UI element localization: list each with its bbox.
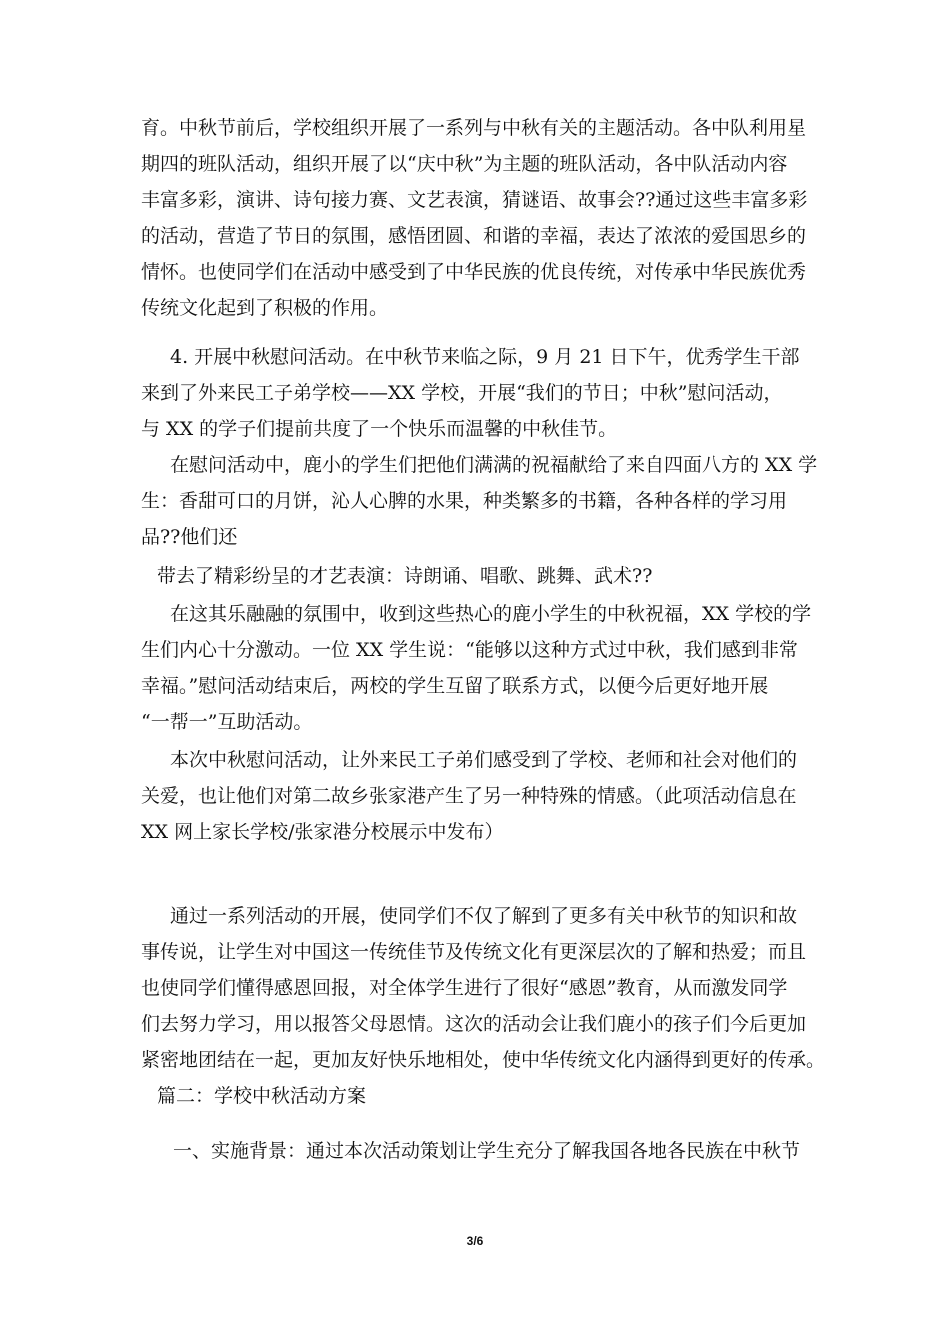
text-line: 们去努力学习，用以报答父母恩情。这次的活动会让我们鹿小的孩子们今后更加 [141, 1013, 807, 1035]
text-line: 本次中秋慰问活动，让外来民工子弟们感受到了学校、老师和社会对他们的 [170, 749, 798, 771]
text-line: 通过一系列活动的开展，使同学们不仅了解到了更多有关中秋节的知识和故 [170, 905, 798, 927]
text-line: 一、实施背景：通过本次活动策划让学生充分了解我国各地各民族在中秋节 [173, 1140, 801, 1162]
text-line: 关爱，也让他们对第二故乡张家港产生了另一种特殊的情感。（此项活动信息在 [141, 785, 797, 807]
text-line: 紧密地团结在一起，更加友好快乐地相处，使中华传统文化内涵得到更好的传承。 [141, 1049, 826, 1071]
text-line: 4. 开展中秋慰问活动。在中秋节来临之际，9 月 21 日下午，优秀学生干部 [170, 346, 800, 368]
text-line: 带去了精彩纷呈的才艺表演：诗朗诵、唱歌、跳舞、武术?? [157, 565, 653, 587]
text-line: 在这其乐融融的氛围中，收到这些热心的鹿小学生的中秋祝福，XX 学校的学 [170, 603, 812, 625]
text-line: 传统文化起到了积极的作用。 [141, 297, 389, 319]
text-line: 与 XX 的学子们提前共度了一个快乐而温馨的中秋佳节。 [141, 418, 618, 440]
text-line: “一帮一”互助活动。 [141, 711, 313, 733]
page-number: 3/6 [466, 1234, 484, 1248]
text-line: 生们内心十分激动。一位 XX 学生说：“能够以这种方式过中秋，我们感到非常 [141, 639, 798, 661]
text-line: XX 网上家长学校/张家港分校展示中发布） [141, 821, 504, 843]
text-line: 育。中秋节前后，学校组织开展了一系列与中秋有关的主题活动。各中队利用星 [141, 117, 807, 139]
text-line: 事传说，让学生对中国这一传统佳节及传统文化有更深层次的了解和热爱；而且 [141, 941, 807, 963]
text-line: 幸福。”慰问活动结束后，两校的学生互留了联系方式，以便今后更好地开展 [141, 675, 769, 697]
text-line: 在慰问活动中，鹿小的学生们把他们满满的祝福献给了来自四面八方的 XX 学 [170, 454, 818, 476]
text-line: 篇二：学校中秋活动方案 [157, 1085, 367, 1107]
text-line: 品??他们还 [141, 526, 238, 548]
text-line: 也使同学们懂得感恩回报，对全体学生进行了很好“感恩”教育，从而激发同学 [141, 977, 788, 999]
text-line: 生：香甜可口的月饼，沁人心脾的水果，种类繁多的书籍，各种各样的学习用 [141, 490, 788, 512]
text-line: 来到了外来民工子弟学校——XX 学校，开展“我们的节日；中秋”慰问活动， [141, 382, 783, 404]
text-line: 期四的班队活动，组织开展了以“庆中秋”为主题的班队活动，各中队活动内容 [141, 153, 788, 175]
text-line: 情怀。也使同学们在活动中感受到了中华民族的优良传统，对传承中华民族优秀 [141, 261, 807, 283]
text-line: 的活动，营造了节日的氛围，感悟团圆、和谐的幸福，表达了浓浓的爱国思乡的 [141, 225, 807, 247]
text-line: 丰富多彩，演讲、诗句接力赛、文艺表演，猜谜语、故事会??通过这些丰富多彩 [141, 189, 808, 211]
